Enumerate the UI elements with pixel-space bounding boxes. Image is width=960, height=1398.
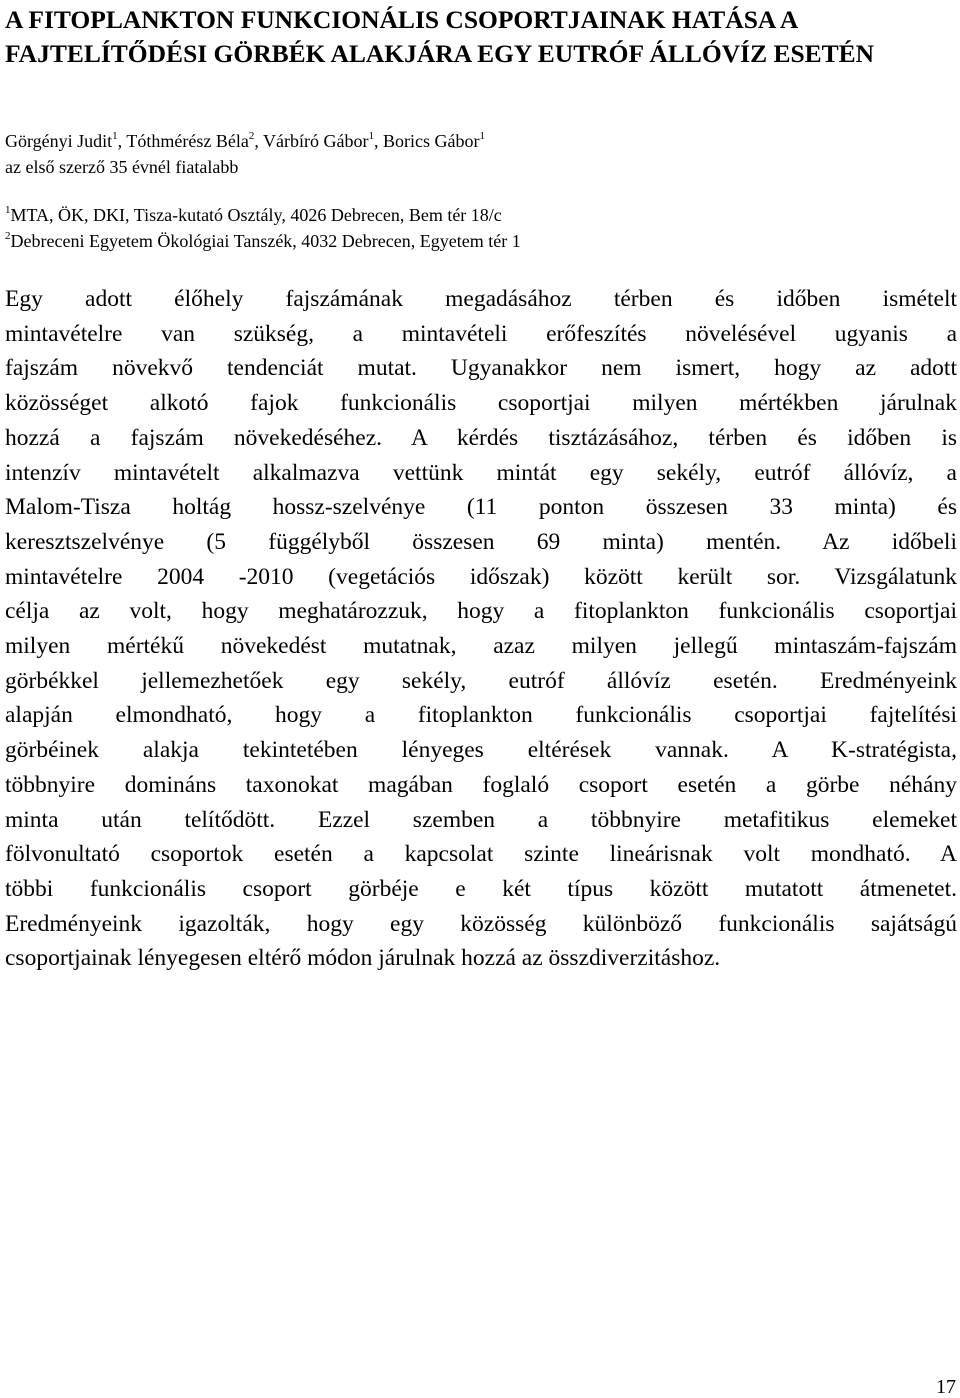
author-name: Borics Gábor	[382, 131, 480, 151]
affiliation-text: MTA, ÖK, DKI, Tisza-kutató Osztály, 4026 Debrecen, Bem tér 18/c	[10, 205, 502, 225]
author-block	[5, 128, 955, 180]
abstract-line: mintavételre 2004 -2010 (vegetációs időszak) között került sor. Vizsgálatunk	[5, 563, 957, 590]
abstract-line: Malom-Tisza holtág hossz-szelvénye (11 ponton összesen 33 minta) és	[5, 494, 957, 521]
author-note: az első szerző 35 évnél fiatalabb	[5, 157, 239, 177]
paper-title: A FITOPLANKTON FUNKCIONÁLIS CSOPORTJAINAK HATÁSA A FAJTELÍTŐDÉSI GÖRBÉK ALAKJÁRA EGY EUTRÓF ÁLLÓVÍZ ESETÉN	[5, 5, 875, 68]
affiliation-block	[5, 202, 955, 254]
abstract-line: közösséget alkotó fajok funkcionális csoportjai milyen mértékben járulnak	[5, 390, 957, 417]
affiliation-mark: 2	[5, 230, 11, 242]
author-name: Tóthmérész Béla	[126, 131, 249, 151]
abstract-line: görbéinek alakja tekintetében lényeges eltérések vannak. A K-stratégista,	[5, 737, 957, 764]
author-list: Görgényi Judit$^1$, Tóthmérész Béla$^2$, Várbíró Gábor$^1$, Borics Gábor$^1$	[5, 130, 485, 151]
affiliation-mark: 1	[112, 130, 118, 142]
abstract-line: hozzá a fajszám növekedéséhez. A kérdés tisztázásához, térben és időben is	[5, 424, 957, 451]
abstract-line: minta után telítődött. Ezzel szemben a többnyire metafitikus elemeket	[5, 806, 957, 833]
affiliation-mark: 1	[479, 130, 485, 142]
abstract-line: fajszám növekvő tendenciát mutat. Ugyanakkor nem ismert, hogy az adott	[5, 355, 957, 382]
abstract-line: mintavételre van szükség, a mintavételi erőfeszítés növelésével ugyanis a	[5, 320, 957, 347]
affiliation-mark: 2	[248, 130, 255, 142]
abstract-line: alapján elmondható, hogy a fitoplankton funkcionális csoportjai fajtelítési	[5, 702, 957, 729]
abstract-line: csoportjainak lényegesen eltérő módon járulnak hozzá az összdiverzitáshoz.	[5, 945, 721, 972]
affiliation-mark: 1	[5, 204, 11, 216]
abstract-line: többnyire domináns taxonokat magában foglaló csoport esetén a görbe néhány	[5, 771, 957, 798]
author-name: Várbíró Gábor	[263, 131, 369, 151]
affiliation-line	[5, 228, 955, 254]
affiliation-text: Debreceni Egyetem Ökológiai Tanszék, 4032 Debrecen, Egyetem tér 1	[10, 231, 521, 251]
abstract-line: intenzív mintavételt alkalmazva vettünk mintát egy sekély, eutróf állóvíz, a	[5, 459, 957, 486]
affiliation-mark: 1	[368, 130, 374, 142]
abstract-paragraph	[5, 282, 957, 976]
abstract-line: görbékkel jellemezhetőek egy sekély, eutróf állóvíz esetén. Eredményeink	[5, 667, 957, 694]
abstract-line: milyen mértékű növekedést mutatnak, azaz milyen jellegű mintaszám-fajszám	[5, 633, 957, 660]
author-name: Görgényi Judit	[5, 131, 113, 151]
abstract-line: keresztszelvénye (5 függélyből összesen 69 minta) mentén. Az időbeli	[5, 528, 957, 555]
abstract-line: Egy adott élőhely fajszámának megadásához térben és időben ismételt	[5, 286, 957, 312]
abstract-line: fölvonultató csoportok esetén a kapcsolat szinte lineárisnak volt mondható. A	[5, 841, 957, 868]
abstract-line: Eredményeink igazolták, hogy egy közösség különböző funkcionális sajátságú	[5, 910, 957, 937]
abstract-line: célja az volt, hogy meghatározzuk, hogy a fitoplankton funkcionális csoportjai	[5, 598, 957, 625]
affiliation-line	[5, 202, 955, 228]
abstract-line: többi funkcionális csoport görbéje e két típus között mutatott átmenetet.	[5, 875, 957, 902]
page-number: 17	[936, 1376, 956, 1398]
